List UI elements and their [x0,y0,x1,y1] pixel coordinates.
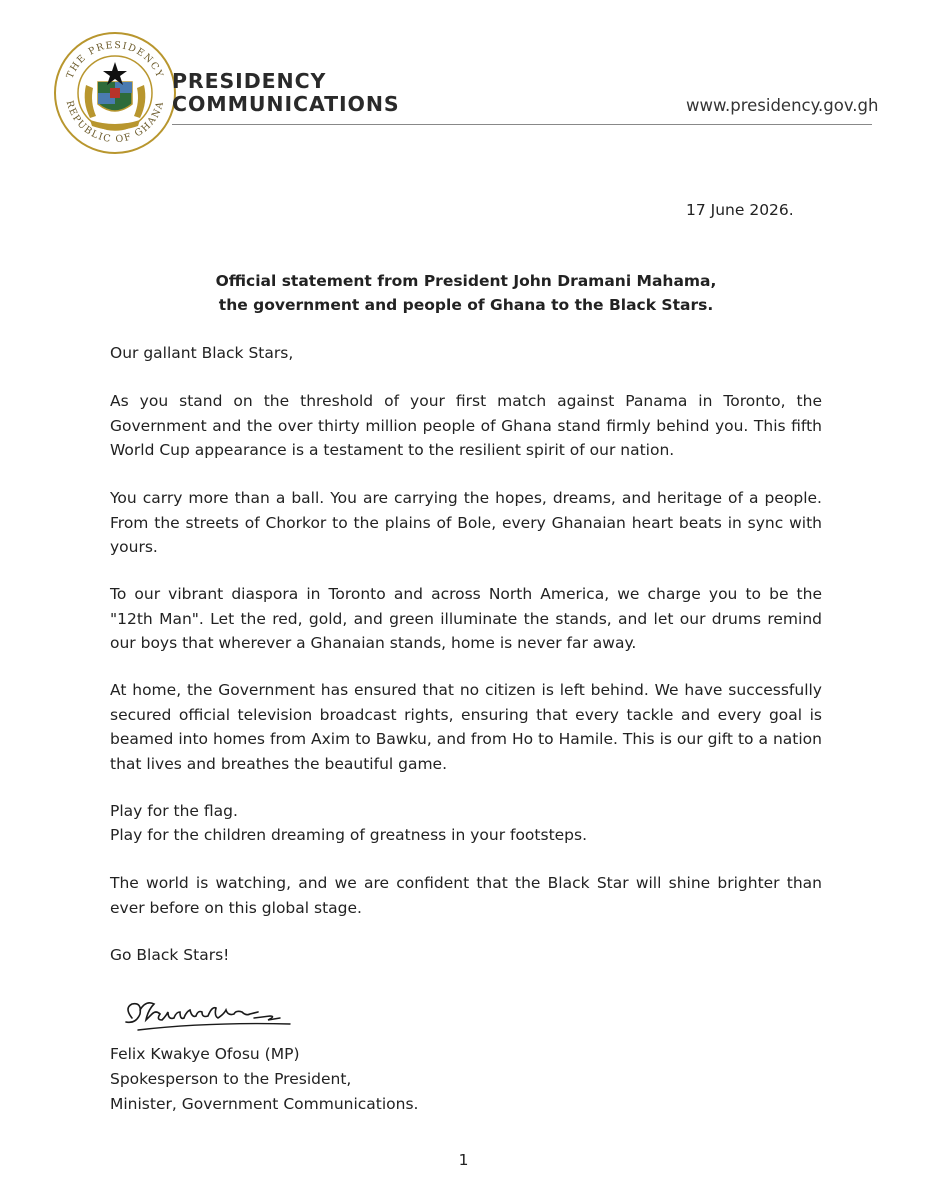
paragraph-1: As you stand on the threshold of your first match against Panama in Toronto, the Government and the over thirty million people of Ghana stand firmly behind you. This fifth World Cup appearance is a testament to the resilient spirit of our nation. [110,392,822,459]
header-divider [172,124,872,125]
signatory-role-1: Spokesperson to the President, [110,1070,352,1088]
paragraph-3: To our vibrant diaspora in Toronto and across North America, we charge you to be the "12th Man". Let the red, gold, and green illuminate the stands, and let our drums remind our boys that wherever a Ghanaian stands, home is never far away. [110,585,822,652]
title-line-2: the government and people of Ghana to the Black Stars. [218,296,714,314]
paragraph-4: At home, the Government has ensured that no citizen is left behind. We have successfully secured official television broadcast rights, ensuring that every tackle and every goal is beamed into homes from Axim to Bawku, and from Ho to Hamile. This is our gift to a nation that lives and breathes the beautiful game. [110,681,822,773]
presidency-seal-icon [52,30,178,156]
title-line-1: Official statement from President John Dramani Mahama, [215,272,717,290]
line-play-children: Play for the children dreaming of greatness in your footsteps. [110,826,588,844]
signatory-name: Felix Kwakye Ofosu (MP) [110,1045,300,1063]
seal-text-top: THE PRESIDENCY [64,39,166,81]
brand-line-1: PRESIDENCY [172,69,327,93]
brand-title [172,70,400,116]
seal-text-bottom: REPUBLIC OF GHANA [63,99,167,146]
letter-title [110,269,822,317]
letter-date: 17 June 2026. [686,201,794,219]
signatory-role-2: Minister, Government Communications. [110,1095,419,1113]
paragraph-6: The world is watching, and we are confident that the Black Star will shine brighter than ever before on this global stage. [110,874,822,917]
signatory-block [110,1042,419,1117]
signature-icon [118,992,298,1042]
paragraph-2: You carry more than a ball. You are carrying the hopes, dreams, and heritage of a people. From the streets of Chorkor to the plains of Bole, every Ghanaian heart beats in sync with yours. [110,489,822,556]
salutation: Our gallant Black Stars, [110,344,294,362]
brand-line-2: COMMUNICATIONS [172,92,400,116]
coat-of-arms-icon [85,62,146,130]
line-play-flag: Play for the flag. [110,802,238,820]
website-url: www.presidency.gov.gh [686,96,879,115]
page-number: 1 [458,1151,469,1169]
closing-line: Go Black Stars! [110,946,230,964]
